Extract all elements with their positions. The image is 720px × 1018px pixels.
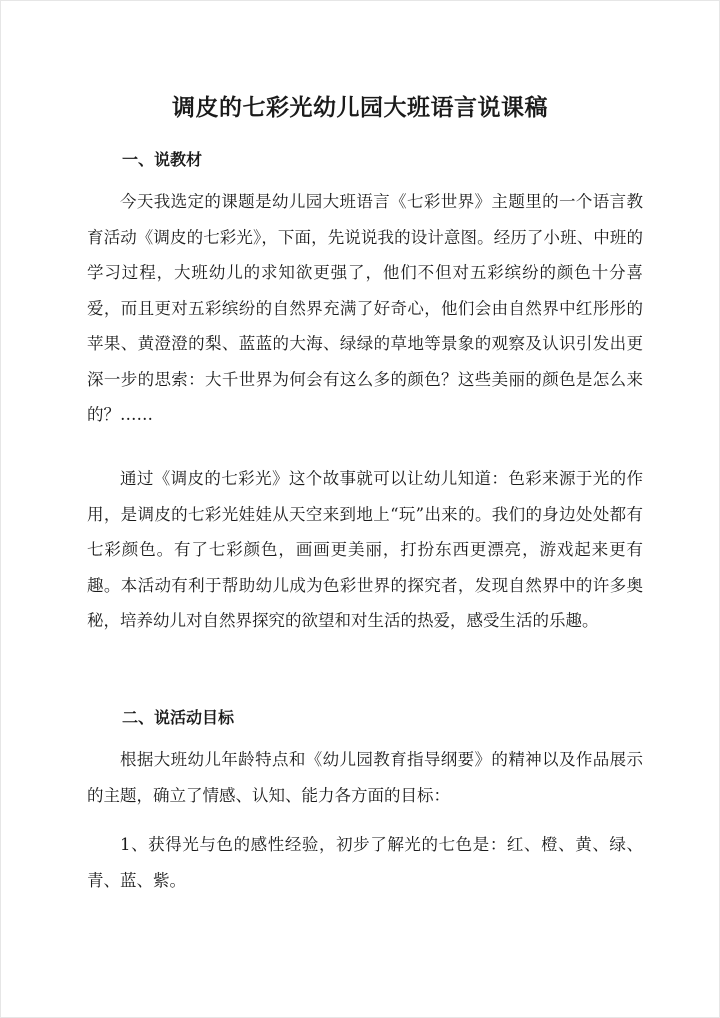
section-heading-teaching-material: 一、说教材 — [122, 150, 203, 169]
paragraph-goals-intro: 根据大班幼儿年龄特点和《幼儿园教育指导纲要》的精神以及作品展示的主题，确立了情感、认知、能力各方面的目标： — [87, 750, 643, 805]
document-title: 调皮的七彩光幼儿园大班语言说课稿 — [172, 95, 548, 121]
paragraph-goal-1: 1、获得光与色的感性经验，初步了解光的七色是：红、橙、黄、绿、青、蓝、紫。 — [87, 835, 643, 890]
paragraph-design-intent: 今天我选定的课题是幼儿园大班语言《七彩世界》主题里的一个语言教育活动《调皮的七彩光》，下面，先说说我的设计意图。经历了小班、中班的学习过程，大班幼儿的求知欲更强了，他们不但对五彩缤纷的颜色十分喜爱，而且更对五彩缤纷的自然界充满了好奇心，他们会由自然界中红彤彤的苹果、黄澄澄的梨、蓝蓝的大海、绿绿的草地等景象的观察及认识引发出更深一步的思索：大千世界为何会有这么多的颜色？这些美丽的颜色是怎么来的？…… — [87, 192, 643, 424]
section-heading-activity-goals: 二、说活动目标 — [122, 708, 235, 727]
paragraph-story-purpose: 通过《调皮的七彩光》这个故事就可以让幼儿知道：色彩来源于光的作用，是调皮的七彩光娃娃从天空来到地上“玩”出来的。我们的身边处处都有七彩颜色。有了七彩颜色，画画更美丽，打扮东西更漂亮，游戏起来更有趣。本活动有利于帮助幼儿成为色彩世界的探究者，发现自然界中的许多奥秘，培养幼儿对自然界探究的欲望和对生活的热爱，感受生活的乐趣。 — [87, 469, 643, 630]
